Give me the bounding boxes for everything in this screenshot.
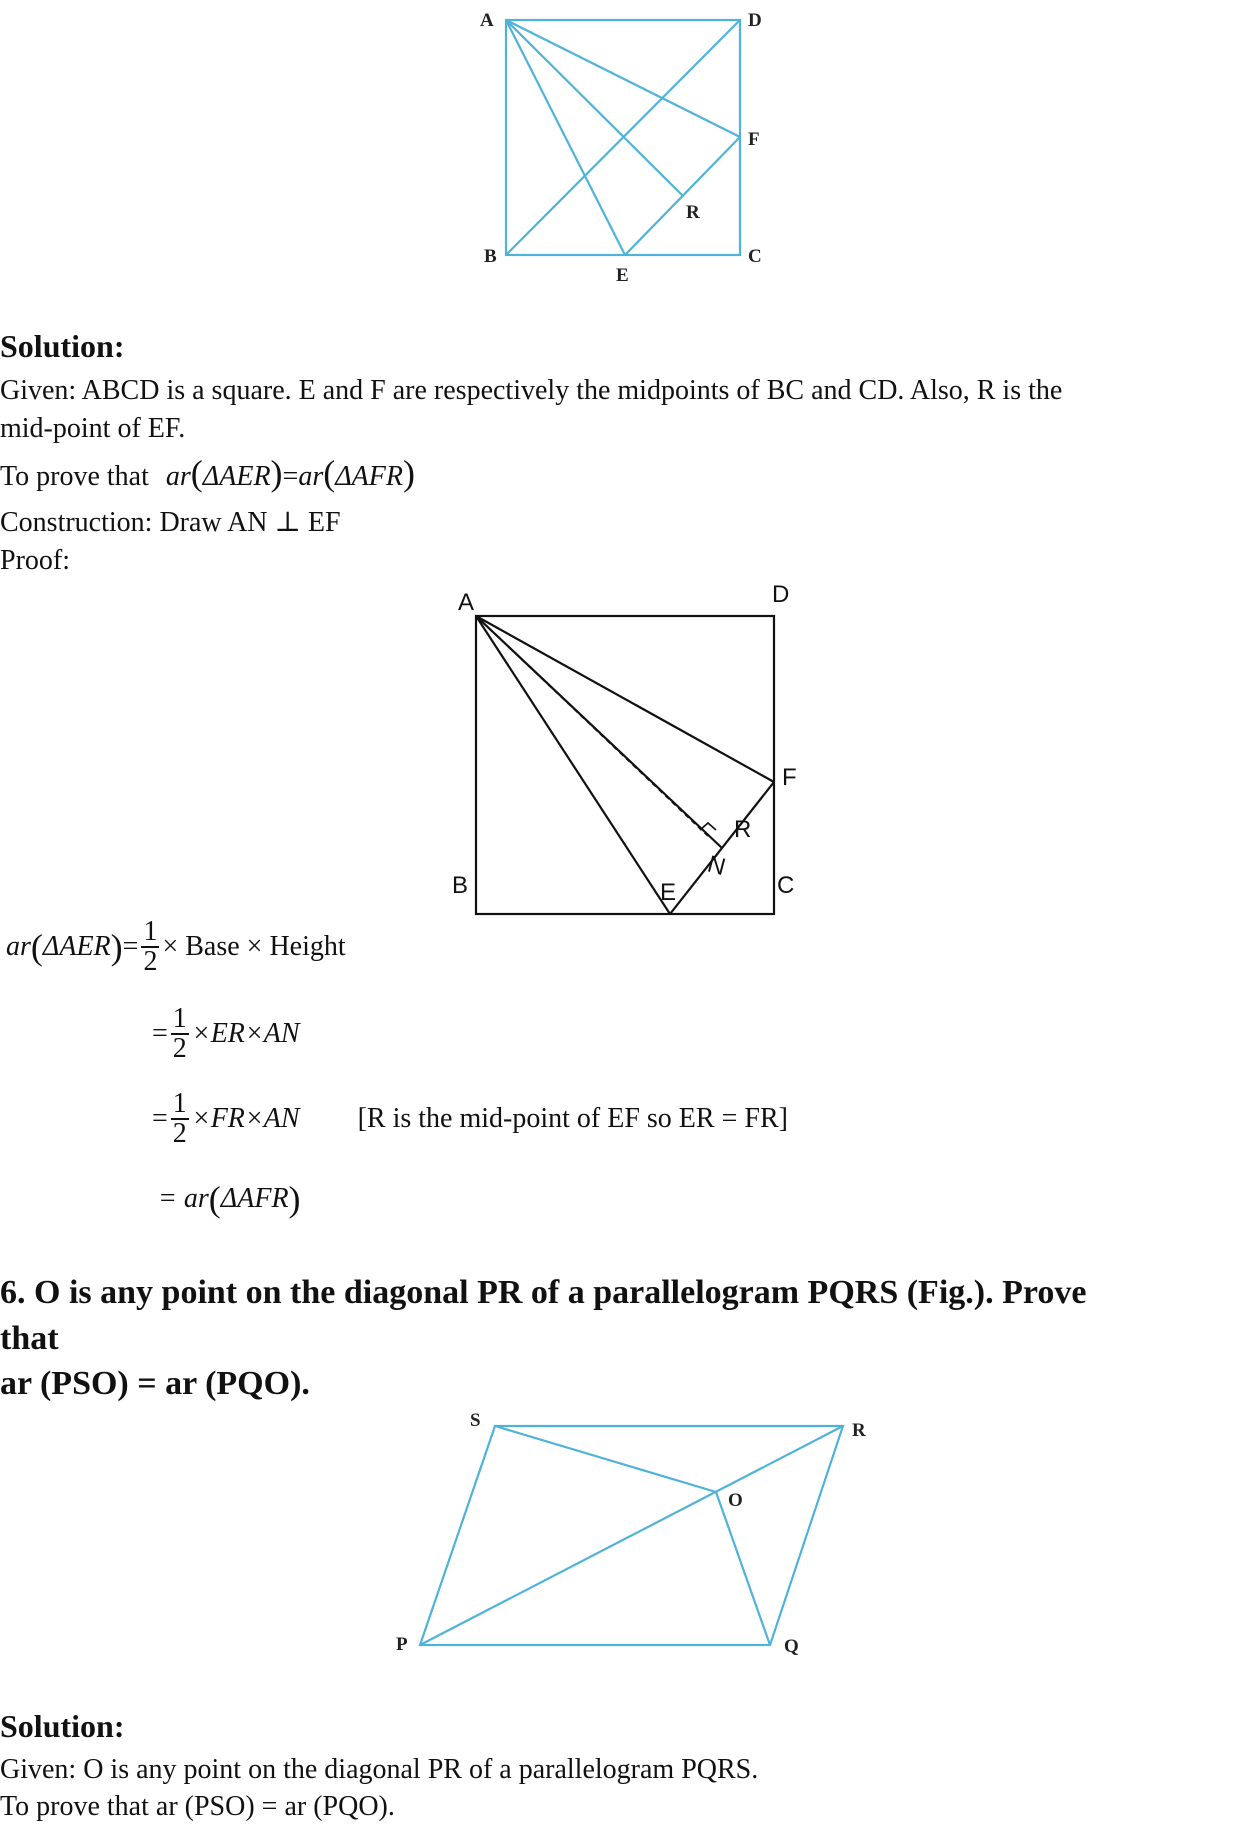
segment-ar <box>506 20 683 196</box>
question-6-line-2: that <box>0 1320 59 1357</box>
equation-line-2: = $\frac{1}{2}$ ×ER×AN <box>152 1003 300 1064</box>
given-line-1: Given: ABCD is a square. E and F are respectively the midpoints of BC and CD. Also, R is the <box>0 375 1063 406</box>
fraction-half: $\frac{1}{2}$ <box>143 916 158 977</box>
equation-line-3: = $\frac{1}{2}$ ×FR×AN [R is the mid-point of EF so ER = FR] <box>152 1088 788 1149</box>
to-prove-eq: = <box>282 461 299 492</box>
eq4-lhs: = ar <box>158 1183 209 1214</box>
label-b: B <box>484 246 497 267</box>
equation-line-4: = ar ( ΔAFR ) <box>158 1179 301 1219</box>
eq1-lhs-arg: ΔAER <box>42 931 111 962</box>
segment-ae-2 <box>476 616 670 914</box>
solution-heading: Solution: <box>0 328 125 364</box>
segment-af <box>506 20 740 137</box>
label-r-2: R <box>734 816 752 843</box>
eq1-lhs: ar <box>6 931 31 962</box>
label-r: R <box>686 202 700 223</box>
question-6-line-3: ar (PSO) = ar (PQO). <box>0 1365 310 1402</box>
question-6-line-1: 6. O is any point on the diagonal PR of a parallelogram PQRS (Fig.). Prove <box>0 1274 1087 1311</box>
label-c-2: C <box>777 872 795 899</box>
proof-label: Proof: <box>0 545 70 576</box>
label-q: Q <box>784 1636 799 1657</box>
construction-line: Construction: Draw AN ⊥ EF <box>0 507 341 538</box>
segment-oq <box>716 1492 770 1645</box>
label-s: S <box>470 1410 481 1431</box>
label-c: C <box>748 246 762 267</box>
label-r-3: R <box>852 1420 866 1441</box>
label-a-2: A <box>458 589 475 616</box>
eq3-note: [R is the mid-point of EF so ER = FR] <box>357 1103 788 1134</box>
label-o: O <box>728 1490 743 1511</box>
fraction-half: $\frac{1}{2}$ <box>172 1088 187 1149</box>
label-e-2: E <box>660 879 677 906</box>
to-prove-rhs: ar <box>298 461 324 492</box>
to-prove-rhs-arg: ΔAFR <box>335 461 403 492</box>
solution-2-given: Given: O is any point on the diagonal PR of a parallelogram PQRS. <box>0 1754 759 1785</box>
figure-square-abcd <box>0 0 1251 300</box>
square-outline-2 <box>476 616 774 914</box>
figure-parallelogram-pqrs <box>0 1400 1251 1670</box>
label-a: A <box>480 10 494 31</box>
right-angle-mark <box>700 823 716 830</box>
eq4-arg: ΔAFR <box>220 1183 289 1214</box>
label-d: D <box>748 10 762 31</box>
label-n-2: N <box>704 850 729 882</box>
to-prove-prefix: To prove that <box>0 461 149 492</box>
to-prove-lhs-arg: ΔAER <box>202 461 271 492</box>
to-prove-line: To prove that ar(ΔAER)=ar(ΔAFR) <box>0 453 415 493</box>
label-d-2: D <box>772 581 790 608</box>
eq1-equals: = <box>122 931 139 962</box>
segment-ae <box>506 20 625 255</box>
label-e: E <box>616 265 629 286</box>
label-f-2: F <box>782 764 797 791</box>
label-b-2: B <box>452 872 469 899</box>
eq2-rhs: ×ER×AN <box>191 1018 300 1049</box>
segment-so <box>495 1426 716 1492</box>
figure-square-construction <box>0 580 1251 910</box>
fraction-half: $\frac{1}{2}$ <box>172 1003 187 1064</box>
solution-2-heading: Solution: <box>0 1708 125 1744</box>
to-prove-lhs: ar <box>165 461 191 492</box>
eq3-rhs: ×FR×AN <box>191 1103 300 1134</box>
solution-2-to-prove: To prove that ar (PSO) = ar (PQO). <box>0 1791 395 1822</box>
eq1-rhs: × Base × Height <box>162 931 346 962</box>
label-f: F <box>748 129 760 150</box>
label-p: P <box>396 1634 408 1655</box>
given-line-2: mid-point of EF. <box>0 413 186 444</box>
equation-line-1: ar ( ΔAER ) = $\frac{1}{2}$ × Base × Height <box>6 916 346 977</box>
